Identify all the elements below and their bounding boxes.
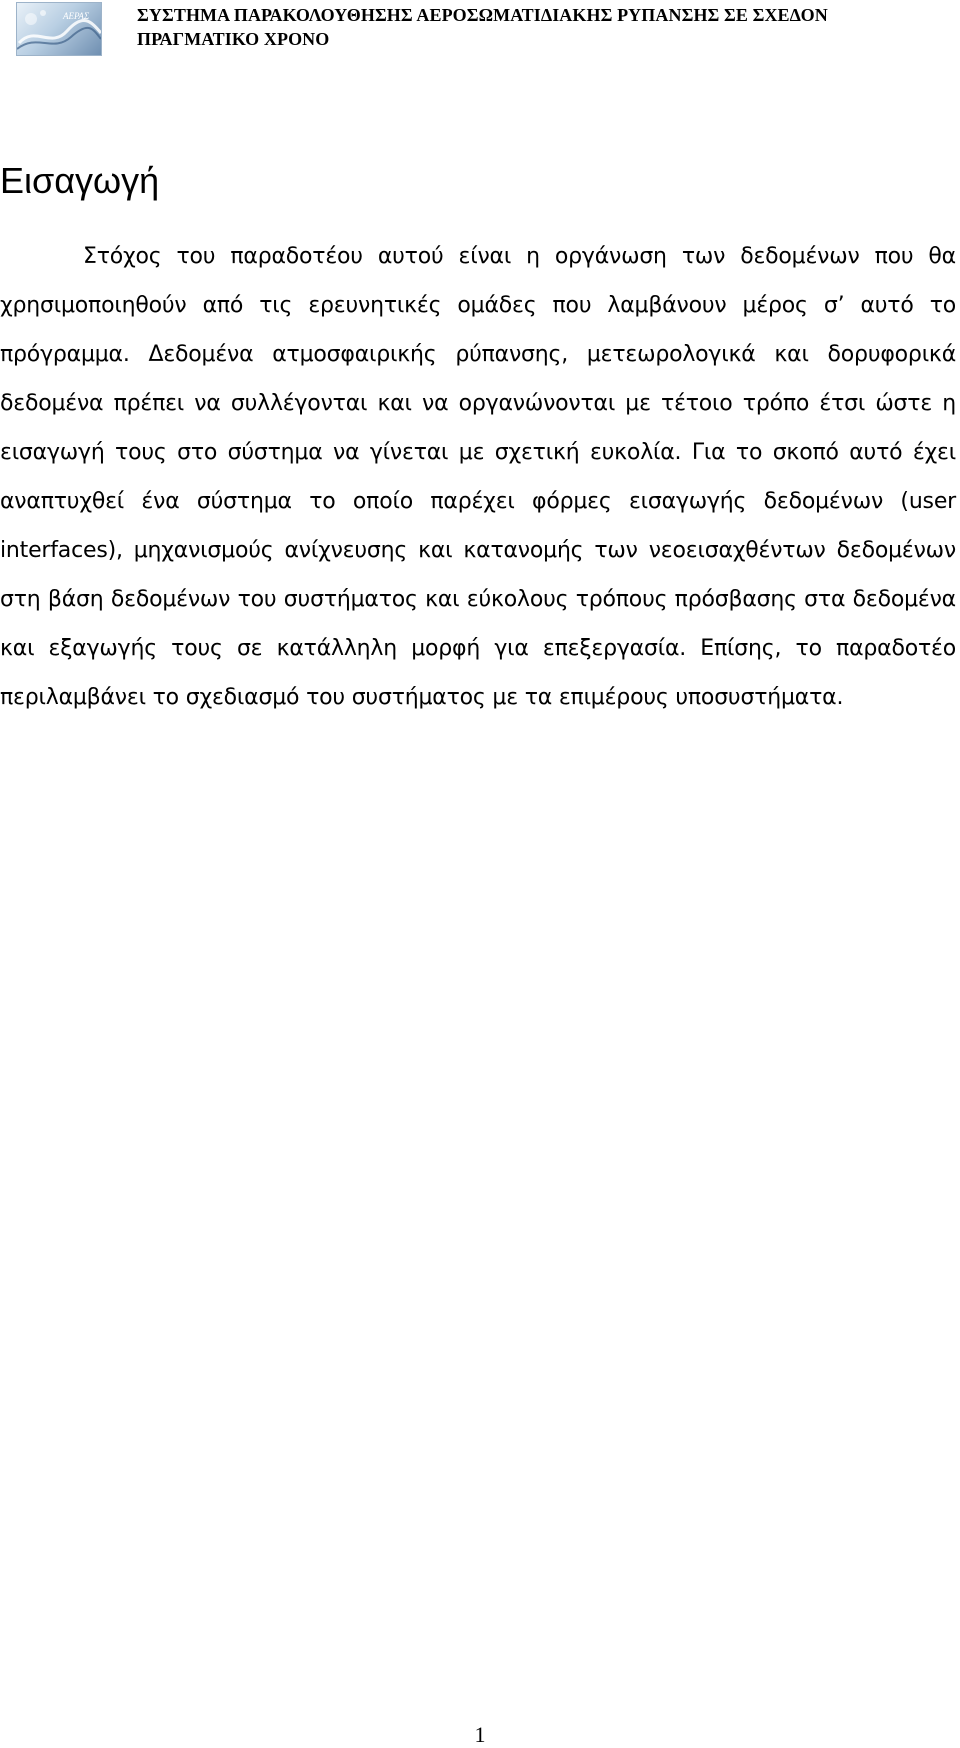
logo-text: ΑΕΡΑΣ (63, 11, 90, 21)
intro-paragraph: Στόχος του παραδοτέου αυτού είναι η οργάνωση των δεδομένων που θα χρησιμοποιηθούν από τις ερευνητικές ομάδες που λαμβάνουν μέρος σ’ αυτό το πρόγραμμα. Δεδομένα ατμοσφαιρικής ρύπανσης, μετεωρολογικά και δορυφορικά δεδομένα πρέπει να συλλέγονται και να οργανώνονται με τέτοιο τρόπο έτσι ώστε η εισαγωγή τους στο σύστημα να γίνεται με σχετική ευκολία. Για το σκοπό αυτό έχει αναπτυχθεί ένα σύστημα το οποίο παρέχει φόρμες εισαγωγής δεδομένων (user interfaces), μηχανισμούς ανίχνευσης και κατανομής των νεοεισαχθέντων δεδομένων στη βάση δεδομένων του συστήματος και εύκολους τρόπους πρόσβασης στα δεδομένα και εξαγωγής τους σε κατάλληλη μορφή για επεξεργασία. Επίσης, το παραδοτέο περιλαμβάνει το σχεδιασμό του συστήματος με τα επιμέρους υποσυστήματα. (0, 244, 956, 710)
page-number: 1 (474, 1722, 486, 1747)
page-header (16, 0, 946, 58)
header-title: ΣΥΣΤΗΜΑ ΠΑΡΑΚΟΛΟΥΘΗΣΗΣ ΑΕΡΟΣΩΜΑΤΙΔΙΑΚΗΣ ΡΥΠΑΝΣΗΣ ΣΕ ΣΧΕΔΟΝ ΠΡΑΓΜΑΤΙΚΟ ΧΡΟΝΟ (137, 5, 828, 49)
section-title: Εισαγωγή (0, 160, 160, 201)
logo (16, 2, 102, 56)
logo-graphic (17, 3, 101, 55)
